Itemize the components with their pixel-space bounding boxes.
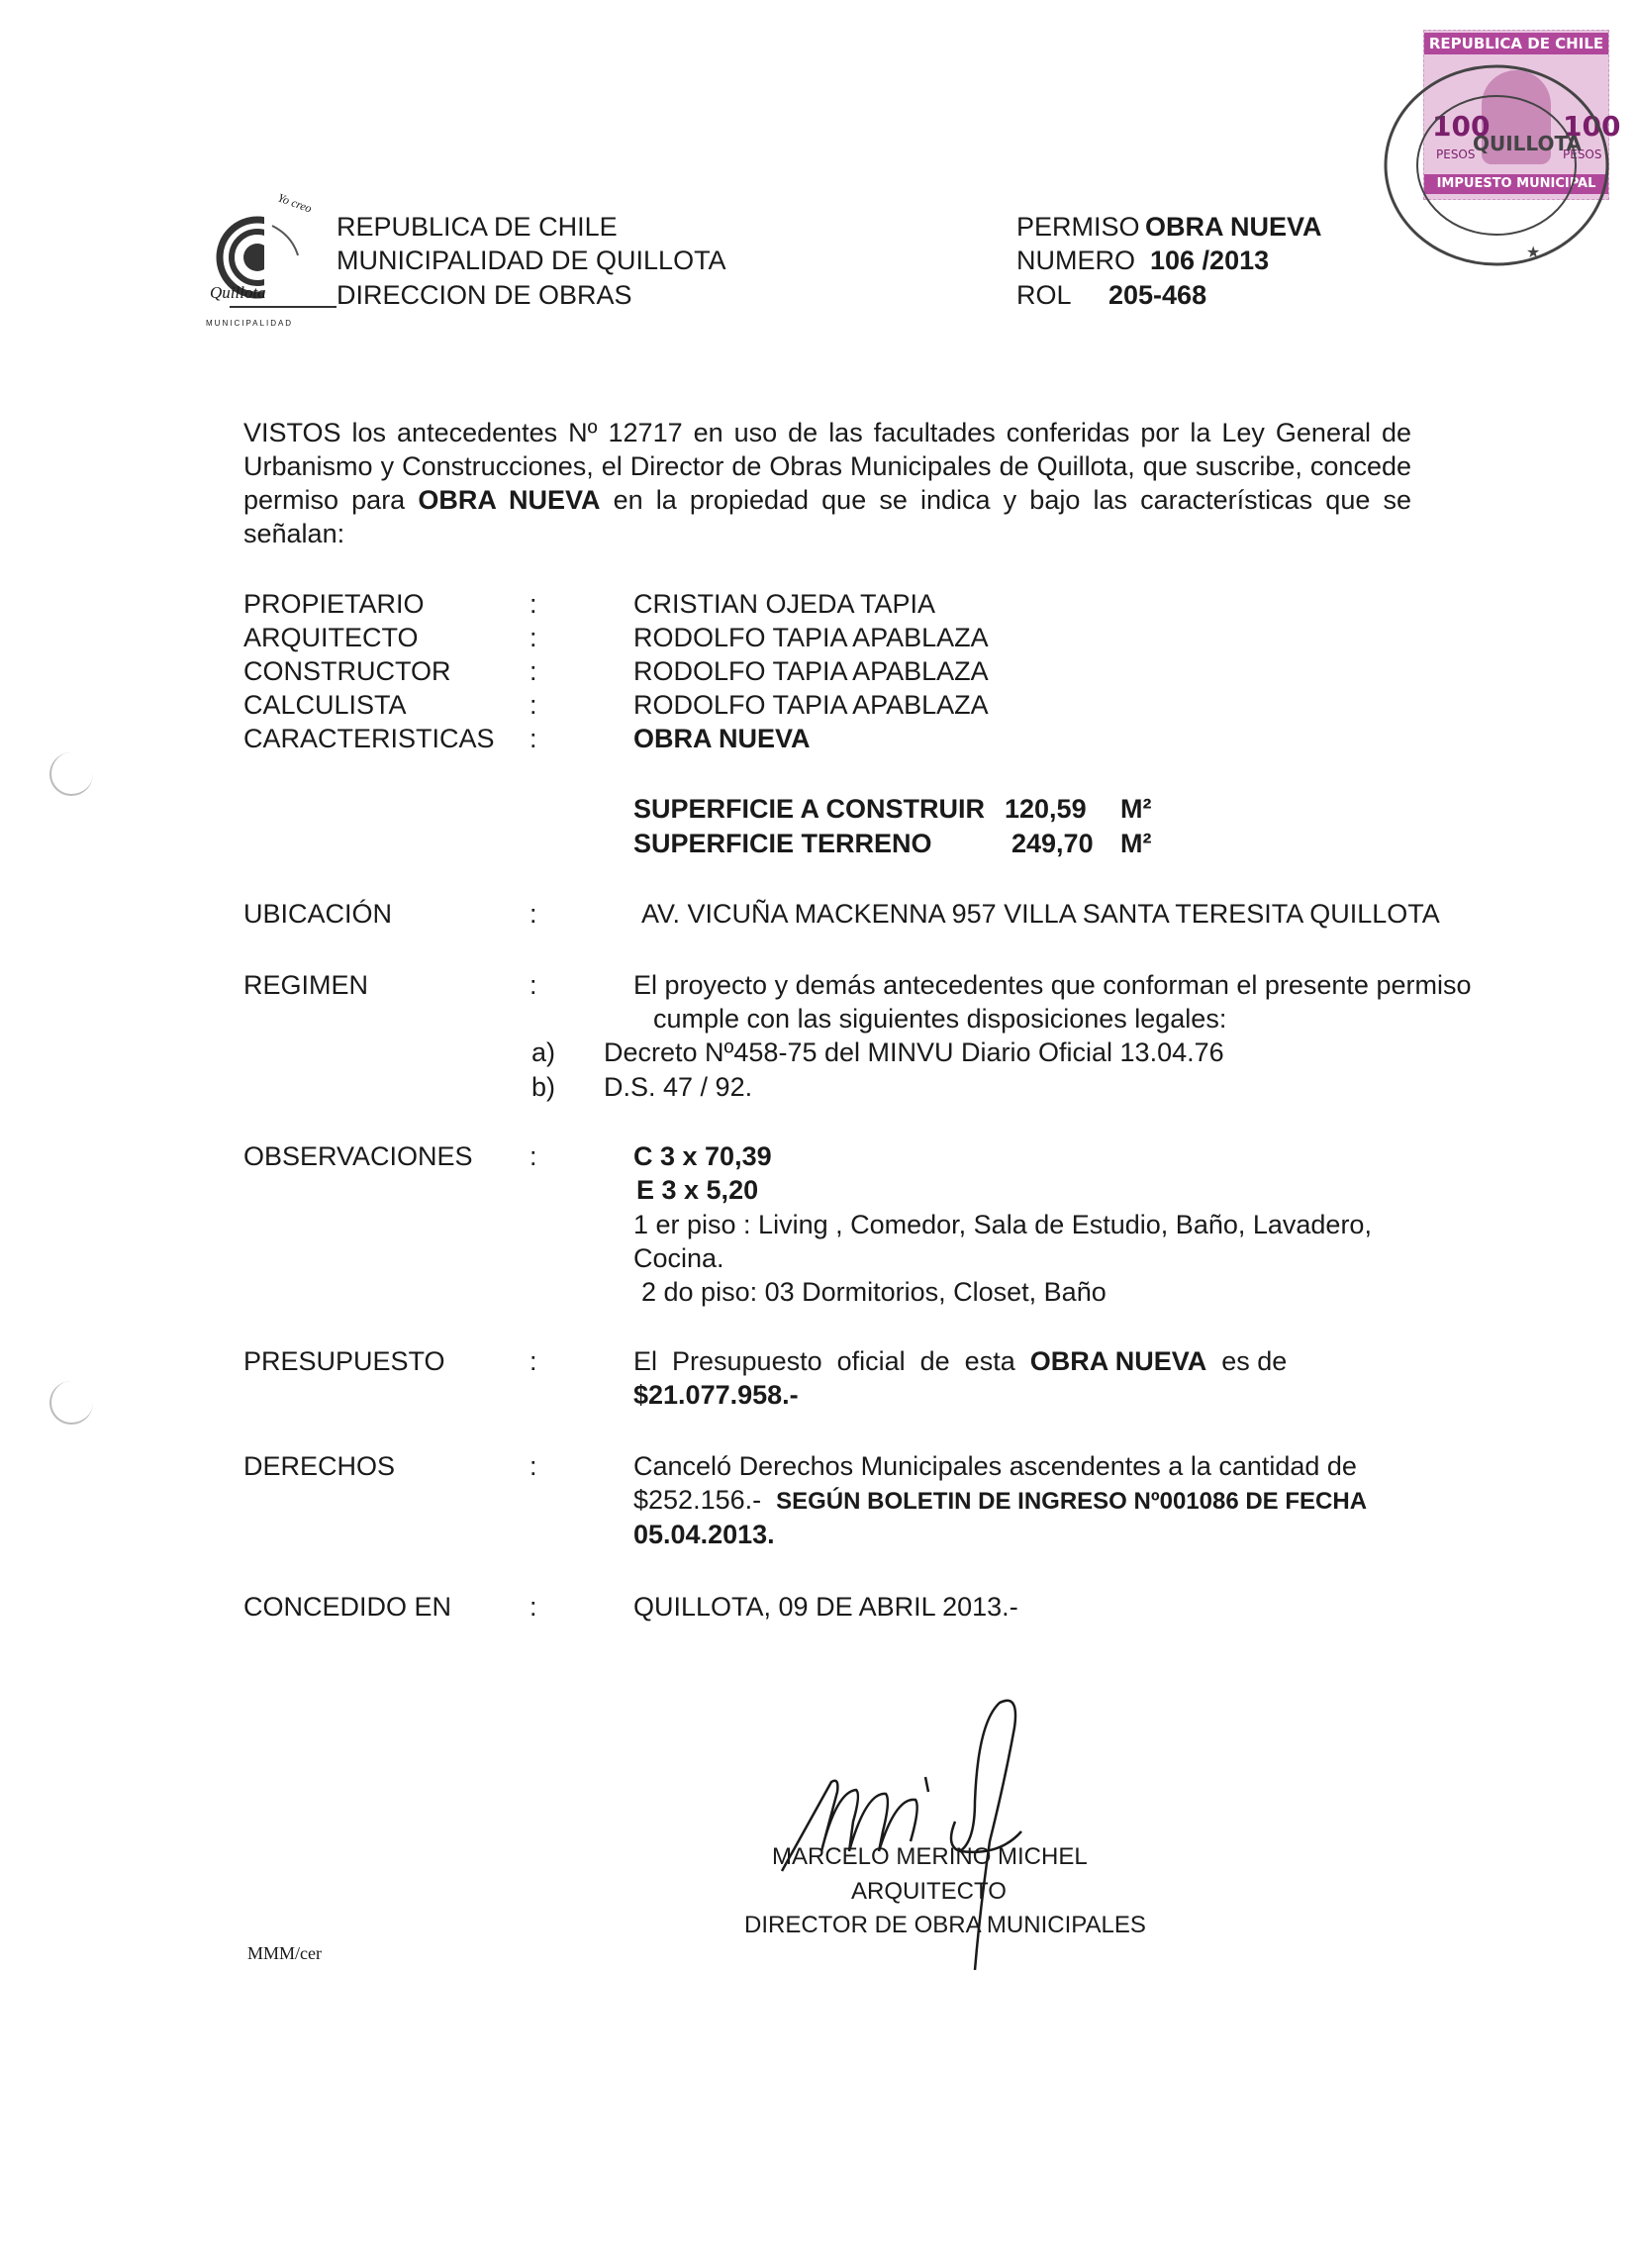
stamp-value-right: 100 — [1563, 110, 1621, 143]
propietario-label: PROPIETARIO — [243, 589, 425, 619]
regimen-a-text: Decreto Nº458-75 del MINVU Diario Oficial 13.04.76 — [604, 1037, 1224, 1067]
ubicacion-value: AV. VICUÑA MACKENNA 957 VILLA SANTA TERESITA QUILLOTA — [641, 899, 1440, 929]
permit-number-label: NUMERO — [1016, 246, 1135, 275]
postmark-circle — [1378, 59, 1615, 272]
derechos-colon: : — [530, 1451, 537, 1481]
propietario-value: CRISTIAN OJEDA TAPIA — [633, 589, 936, 619]
logo-small-text: MUNICIPALIDAD — [206, 319, 294, 328]
regimen-line1: El proyecto y demás antecedentes que conforman el presente permiso — [633, 970, 1472, 1000]
derechos-amount: $252.156.- — [633, 1485, 777, 1515]
caracteristicas-colon: : — [530, 724, 537, 753]
stamp-currency-right: PESOS — [1563, 148, 1602, 161]
header-department: DIRECCION DE OBRAS — [337, 280, 632, 310]
surface-land-label: SUPERFICIE TERRENO — [633, 829, 932, 858]
postmark-city: QUILLOTA — [1473, 132, 1583, 155]
presupuesto-line — [633, 1346, 1287, 1377]
presupuesto-amount: $21.077.958.- — [633, 1380, 799, 1410]
permit-type-label: PERMISO — [1016, 212, 1140, 242]
regimen-b-text: D.S. 47 / 92. — [604, 1072, 753, 1102]
calculista-value: RODOLFO TAPIA APABLAZA — [633, 690, 989, 720]
permit-rol-value: 205-468 — [1108, 280, 1207, 310]
logo-top-text: Yo creo — [275, 190, 314, 216]
calculista-label: CALCULISTA — [243, 690, 407, 720]
header-underline — [230, 306, 337, 308]
stamp-currency-left: PESOS — [1436, 148, 1476, 161]
permit-rol-label: ROL — [1016, 280, 1072, 310]
surface-build-unit: M² — [1120, 794, 1152, 824]
observaciones-piso1-line2: Cocina. — [633, 1243, 724, 1273]
signer-title: ARQUITECTO — [851, 1878, 1007, 1905]
constructor-colon: : — [530, 656, 537, 686]
presupuesto-text2: es de — [1206, 1346, 1288, 1376]
presupuesto-colon: : — [530, 1346, 537, 1376]
stamp-top-band: REPUBLICA DE CHILE — [1424, 33, 1608, 54]
initials: MMM/cer — [247, 1943, 322, 1963]
ubicacion-colon: : — [530, 899, 537, 929]
arquitecto-colon: : — [530, 623, 537, 652]
intro-paragraph — [243, 416, 1411, 550]
observaciones-piso1-line1: 1 er piso : Living , Comedor, Sala de Estudio, Baño, Lavadero, — [633, 1210, 1372, 1239]
observaciones-colon: : — [530, 1141, 537, 1171]
permit-type-value: OBRA NUEVA — [1145, 212, 1322, 242]
presupuesto-bold: OBRA NUEVA — [1029, 1346, 1207, 1376]
intro-bold: OBRA NUEVA — [418, 485, 601, 515]
binder-hole-top — [49, 752, 93, 796]
calculista-colon: : — [530, 690, 537, 720]
derechos-boletin: SEGÚN BOLETIN DE INGRESO Nº001086 DE FECHA — [776, 1488, 1368, 1515]
intro-text-part2: en la propiedad que se indica y bajo las características que se señalan: — [243, 485, 1411, 548]
stamp-value-left: 100 — [1432, 110, 1491, 143]
constructor-value: RODOLFO TAPIA APABLAZA — [633, 656, 989, 686]
svg-text:★: ★ — [1526, 245, 1541, 261]
surface-land-unit: M² — [1120, 829, 1152, 858]
presupuesto-text1: El Presupuesto oficial de esta — [633, 1346, 1030, 1376]
logo-script-text: Quillota — [210, 283, 266, 302]
arquitecto-value: RODOLFO TAPIA APABLAZA — [633, 623, 989, 652]
concedido-label: CONCEDIDO EN — [243, 1592, 452, 1622]
surface-build-label: SUPERFICIE A CONSTRUIR — [633, 794, 986, 824]
permit-number-value: 106 /2013 — [1150, 246, 1270, 275]
intro-text-part1: VISTOS los antecedentes Nº 12717 en uso de las facultades conferidas por la Ley General de Urbanismo y Construcciones, el Director de Obras Municipales de Quillota, que suscribe, concede permiso para — [243, 418, 1411, 515]
stamp-bottom-band: IMPUESTO MUNICIPAL — [1424, 174, 1608, 194]
derechos-line2 — [633, 1485, 1367, 1516]
arquitecto-label: ARQUITECTO — [243, 623, 419, 652]
derechos-line1: Canceló Derechos Municipales ascendentes a la cantidad de — [633, 1451, 1357, 1481]
concedido-colon: : — [530, 1592, 537, 1622]
propietario-colon: : — [530, 589, 537, 619]
regimen-label: REGIMEN — [243, 970, 369, 1000]
derechos-label: DERECHOS — [243, 1451, 396, 1481]
regimen-line2: cumple con las siguientes disposiciones legales: — [653, 1004, 1227, 1034]
ubicacion-label: UBICACIÓN — [243, 899, 393, 929]
header-municipality: MUNICIPALIDAD DE QUILLOTA — [337, 246, 726, 275]
surface-land-value: 249,70 — [1011, 829, 1094, 858]
presupuesto-label: PRESUPUESTO — [243, 1346, 445, 1376]
constructor-label: CONSTRUCTOR — [243, 656, 451, 686]
regimen-a-marker: a) — [531, 1037, 556, 1067]
observaciones-c: C 3 x 70,39 — [633, 1141, 772, 1171]
header-republic: REPUBLICA DE CHILE — [337, 212, 618, 242]
observaciones-e: E 3 x 5,20 — [636, 1175, 759, 1205]
regimen-colon: : — [530, 970, 537, 1000]
signer-role: DIRECTOR DE OBRA MUNICIPALES — [744, 1912, 1146, 1938]
caracteristicas-label: CARACTERISTICAS — [243, 724, 495, 753]
signer-name: MARCELO MERINO MICHEL — [772, 1843, 1088, 1870]
surface-build-value: 120,59 — [1005, 794, 1087, 824]
derechos-date: 05.04.2013. — [633, 1520, 775, 1549]
caracteristicas-value: OBRA NUEVA — [633, 724, 811, 753]
binder-hole-bottom — [49, 1381, 93, 1425]
observaciones-label: OBSERVACIONES — [243, 1141, 473, 1171]
regimen-b-marker: b) — [531, 1072, 556, 1102]
observaciones-piso2: 2 do piso: 03 Dormitorios, Closet, Baño — [641, 1277, 1107, 1307]
concedido-value: QUILLOTA, 09 DE ABRIL 2013.- — [633, 1592, 1018, 1622]
